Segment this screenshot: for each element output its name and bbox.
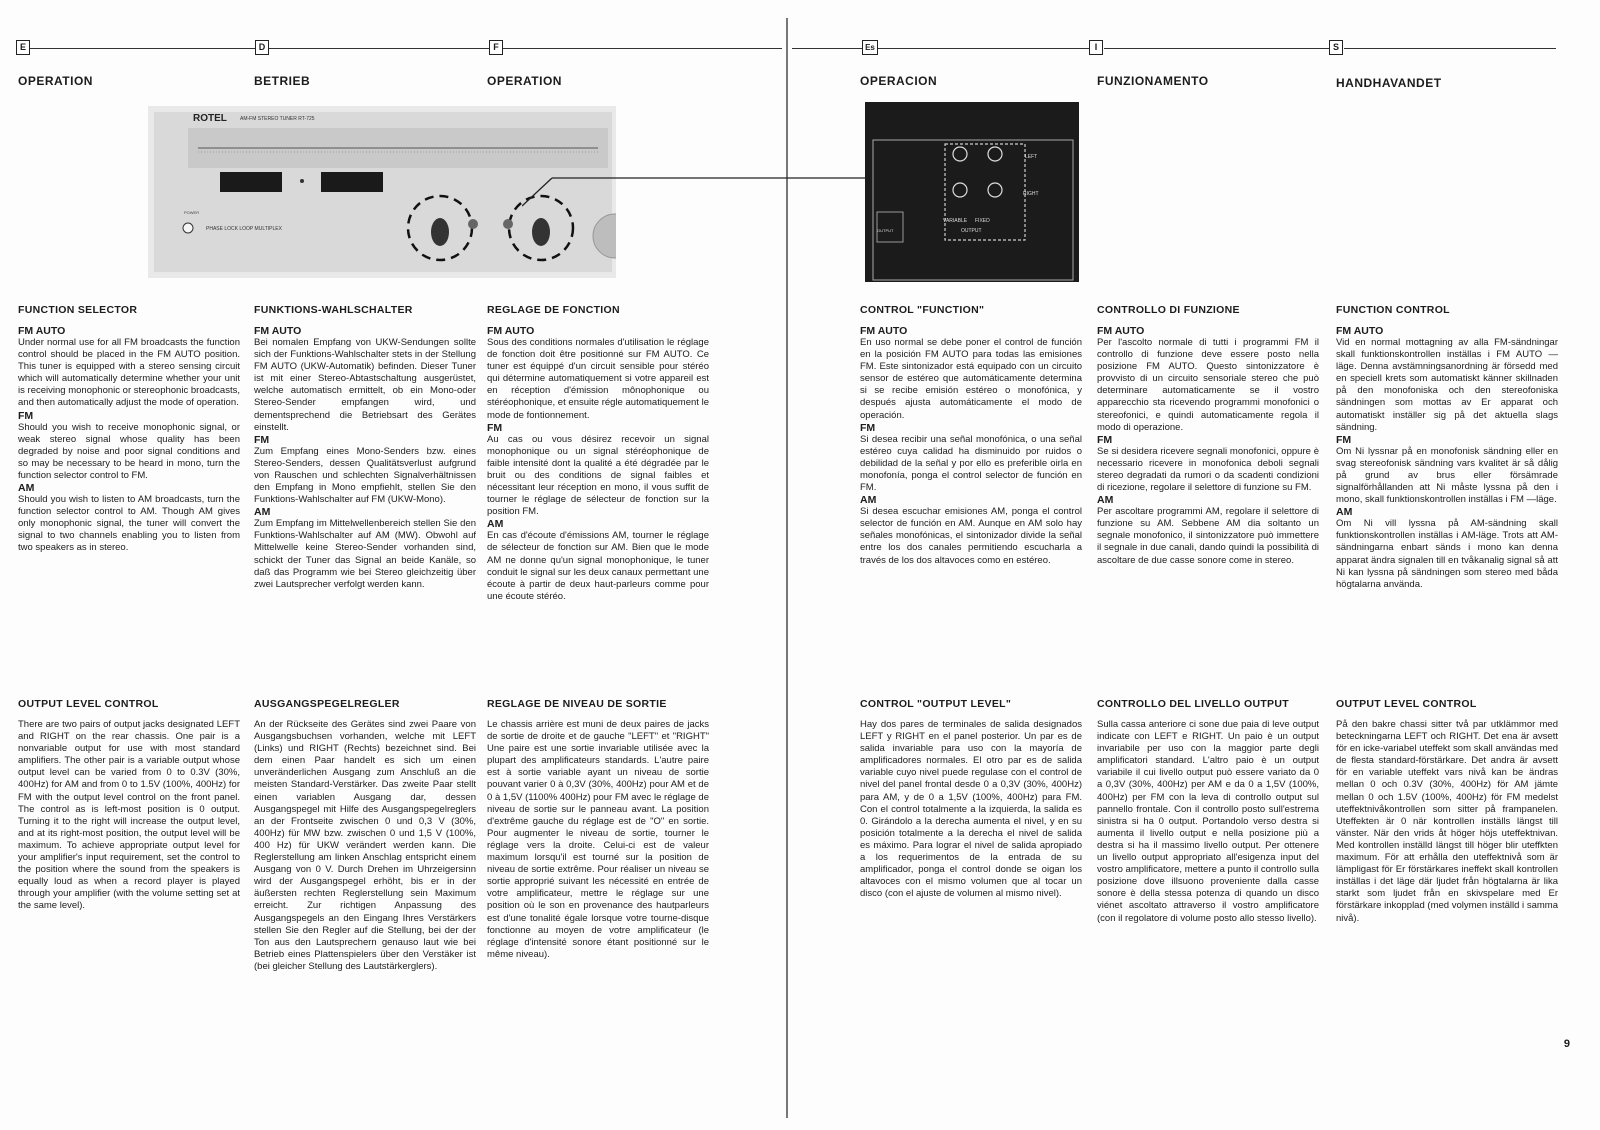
block-text: Should you wish to receive monophonic signal, or weak stereo signal whose quality has been degraded by noise and poor signal conditions and so may be necessary to be heard in mono, turn the function selector control to FM. [18,421,240,481]
section-title: FUNCTION CONTROL [1336,304,1450,316]
function-col-es [860,304,1082,567]
output-label: OUTPUT [961,228,982,234]
power-label: POWER [184,210,200,215]
tuner-rear-panel-photo [865,102,1079,282]
section-title: CONTROL "OUTPUT LEVEL" [860,698,1012,710]
output-col-es [860,698,1082,900]
block-heading: AM [18,482,35,495]
left-jack-label: LEFT [1025,154,1038,160]
section-title: OUTPUT LEVEL CONTROL [1336,698,1477,710]
block-text: Zum Empfang im Mittelwellenbereich stellen Sie den Funktions-Wahlschalter auf AM (MW). Obwohl auf Mittelwelle keine Stereo-Sender vorhanden sind, schickt der Tuner das Signal an beide Kanäle, so daß das Programm wie bei Stereo gleichzeitig über zwei Lautsprecher verfolgt werden kann. [254,518,476,590]
model-label: AM-FM STEREO TUNER RT-725 [240,116,315,122]
block-text: Vid en normal mottagning av alla FM-sändningar skall funktionskontrollen inställas i FM AUTO — läge. Denna avstämningsanordning är försedd med en speciell krets som automatiskt känner skillnaden på den monofoniska och den stereofoniska sändningen som mottas av Er apparat och automatiskt inställer sig på det aktuella slags sändning. [1336,337,1558,433]
block-text: En cas d'écoute d'émissions AM, tourner le réglage de sélecteur de fonction sur AM. Bien que le mode AM ne donne qu'un signal monophonique, le tuner conduit le signal sur les deux canaux permettant une écoute à partir de deux haut-parleurs comme pour une écoute stéréo. [487,530,709,602]
block-text: Om Ni vill lyssna på AM-sändning skall funktionskontrollen inställas i AM-läge. Trots att AM-sändningarna enbart sänds i mono kan denna apparat ändra signalen till en tvåkanalig signal så att Ni kan lyssna på sändningen som stereo med båda högtalarna använda. [1336,518,1558,590]
block-heading: FM AUTO [860,325,908,337]
function-col-it [1097,304,1319,567]
block-heading: FM [18,409,34,422]
header-rule [1344,48,1556,49]
pll-label: PHASE LOCK LOOP MULTIPLEX [206,226,282,232]
block-text: Should you wish to listen to AM broadcasts, turn the function selector control to AM. Though AM gives only monophonic signal, the tuner will convert the signal to two channels enabling you to listen from two speakers as in stereo. [18,494,240,554]
block-text: Sous des conditions normales d'utilisation le réglage de fonction doit être positionné sur FM AUTO. Ce tuner est équippé d'un circuit sensible pour stéréo qui détermine automatiquement si votre appareil est en réception d'émission mônophonique ou stéréophonique, et ensuite régle automatiquement le mode de fontionnement. [487,337,709,421]
fixed-label: FIXED [975,218,990,224]
header-rule [502,48,782,49]
block-heading: FM [487,421,503,434]
header-rule [268,48,490,49]
lang-tag-de: D [255,40,269,55]
section-title: OUTPUT LEVEL CONTROL [18,698,159,710]
lang-tag-en: E [16,40,30,55]
block-heading: FM AUTO [254,325,302,337]
block-heading: FM AUTO [1097,325,1145,337]
block-heading: AM [1097,494,1114,507]
block-heading: AM [487,518,504,531]
block-text: Per ascoltare programmi AM, regolare il selettore di funzione su AM. Sebbene AM dia soltanto un segnale monofonico, il sintonizzatore può immettere il segnale in due canali, dando quindi la possibilità di ascoltare de due casse sonore come in stereo. [1097,506,1319,566]
section-text: There are two pairs of output jacks designated LEFT and RIGHT on the rear chassis. One pair is a nonvariable output for use with most standard amplifiers. The other pair is a variable output whose output level can be varied from 0 to 0.3V (30%, 400Hz) for AM and from 0 to 1.5V (100%, 400Hz) for FM with the output level control on the front panel. The control as is left-most position is 0 output. Turning it to the right will increase the output level, and at its right-most position, the output level will be maximum. To achieve appropriate output level for your amplifier's input requirement, set the control to the position where the sound from the speakers is equally loud as when a record player is played through your amplifier (with the volume setting set at the same level). [18,719,240,912]
block-heading: AM [254,506,271,519]
section-title: REGLAGE DE FONCTION [487,304,620,316]
output-col-fr [487,698,709,961]
function-col-de [254,304,476,591]
heading-fr: OPERATION [487,74,562,88]
output-col-de [254,698,476,973]
block-text: En uso normal se debe poner el control de función en la posición FM AUTO para todas las emisiones FM. Este sintonizador está equipado con un circuito sensor de estéreo que automáticamente determina si se recibe emisión estéreo o monofónica, y después ajusta automáticamente el modo de operación. [860,337,1082,421]
block-text: Se si desidera ricevere segnali monofonici, oppure è necessario ricevere in monofonica deboli segnali stereo degradati da rumori o da scadenti condizioni di ricezione, regolare il selettore di funzione su FM. [1097,445,1319,494]
block-heading: FM AUTO [1336,325,1384,337]
block-heading: FM [1336,433,1352,446]
section-text: Sulla cassa anteriore ci sone due paia di leve output indicate con LEFT e RIGHT. Un paio è un output invariabile per uso con la maggior parte degli amplificatori standard. L'altro paio è un output variabile il cui livello output può essere variato da 0 a 0,3V (30%, 400Hz) per AM e da 0 a 1,5V (100%, 400Hz) per FM con la leva di controllo output sul pannello frontale. Con il controllo posto sull'estrema sinistra si ha 0 output. Portandolo verso destra si aumenta il livello output e nella posizione più a destra si ha il massimo livello output. Per ottenere un livello output appropriato all'esigenza input del vostro amplificatore, mettere a punto il controllo sulla posizione dove illsuono proveniente dalla casse sonore è della stessa potenza di quando un disco viénet ascoltato attraverso il vostro amplificatore (con il regolatore di volume posto allo stesso livello). [1097,719,1319,924]
section-title: FUNCTION SELECTOR [18,304,138,316]
block-text: Under normal use for all FM broadcasts the function control should be placed in the FM AUTO position. This tuner is equipped with a stereo sensing circuit which will automatically determine whether your unit is receiving monophonic or stereophonic broadcasts, and then automatically adjust the mode of operation. [18,337,240,409]
header-rule [30,48,256,49]
right-jack-label: RIGHT [1023,191,1039,197]
section-title: FUNKTIONS-WAHLSCHALTER [254,304,413,316]
block-text: Om Ni lyssnar på en monofonisk sändning eller en svag stereofonisk sändning vars kvalitet är så dålig på grund av brus eller försämrade signalförhållanden att Ni måste lyssna på den i mono, skall funktionskontrollen inställas i FM —läge. [1336,445,1558,506]
header-rule [1104,48,1330,49]
section-title: CONTROLLO DEL LIVELLO OUTPUT [1097,698,1289,710]
block-text: Si desea escuchar emisiones AM, ponga el control selector de función en AM. Aunque en AM solo hay señales monofónicas, el sintonizador divide la señal entre los dos canales permitiendo escucharla a través de los dos altavoces como en estéreo. [860,506,1082,566]
callout-line [522,170,892,210]
block-heading: FM [254,433,270,446]
block-heading: FM [860,421,876,434]
brand-logo: ROTEL [193,113,227,124]
block-text: Au cas ou vous désirez recevoir un signal monophonique ou un signal stéréophonique de faible intensité dont la qualité a été dégradée par le bruit ou des conditions de signal faibles et nécessitant leur réception en mono, il vous suffit de tourner le réglage de sélecteur de fonction sur la position FM. [487,433,709,518]
output-col-en [18,698,240,913]
block-heading: FM AUTO [487,325,535,337]
page-number: 9 [1563,1038,1570,1050]
section-text: Hay dos pares de terminales de salida designados LEFT y RIGHT en el panel posterior. Un par es de salida invariable para uso con la mayoría de amplificadores normales. El otro par es de salida variable cuyo nivel puede regulase con el control de nivel del panel frontal desde 0 a 0,3V (30%, 400Hz) para AM, y de 0 a 1,5V (100%, 400Hz) para FM. Con el control totalmente a la izquierda, la salida es 0. Girándolo a la derecha aumenta el nivel, y en su posición totalmente a la derecha el nivel de salida es máximo. Para lograr el nivel de salida apropiado a los requerimentos de la entrada de su amplificador, ponga el control donde se oigan los altavoces con el mismo volumen que al tocar un disco (con el ajuste de volumen al mismo nivel). [860,719,1082,900]
block-text: Bei nomalen Empfang von UKW-Sendungen sollte sich der Funktions-Wahlschalter stets in der Stellung FM AUTO (UKW-Automatik) befinden. Dieser Tuner ist mit einer Stereo-Abtastschaltung ausgerüstet, welche automatisch ermittelt, ob ein Mono-oder Stereo-Sender empfangen wird, und dementsprechend die Betriebsart des Gerätes einstellt. [254,337,476,433]
block-heading: AM [1336,506,1353,519]
section-text: Le chassis arrière est muni de deux paires de jacks de sortie de droite et de gauche "LEFT" et "RIGHT" Une paire est une sortie invariable utilisée avec la plupart des amplificateurs standards. L'autre paire est à sortie variable ayant un niveau de sortie pouvant varier 0 à 0,3V (30%, 400Hz) pour AM et de 0 à 1,5V (1100% 400Hz) pour FM avec le réglage de niveau de sortie sur le panneau avant. La position d'extrême gauche du réglage est de "O" en sortie. Pour augmenter le niveau de sortie, tourner le réglage vers la droite. Celui-ci est de valeur maximum lorsqu'il est tourné sur la position de niveau de sortie extrême. Pour réaliser un niveau se sortie approprié suivant les nécessité en entrée de votre amplificateur, mettre le réglage sur une position où le son en provenance des hautparleurs est d'une tonalité égale lorsque votre tourne-disque fonctionne au moyen de votre amplificateur (le réglage d'intensité sonore étant positionné sur le même niveau). [487,719,709,960]
output-col-it [1097,698,1319,925]
header-rule [792,48,864,49]
heading-it: FUNZIONAMENTO [1097,74,1209,88]
heading-sv: HANDHAVANDET [1336,76,1442,90]
heading-en: OPERATION [18,74,93,88]
section-title: AUSGANGSPEGELREGLER [254,698,400,710]
block-text: Zum Empfang eines Mono-Senders bzw. eines Stereo-Senders, dessen Qualitätsverlust aufgrund von Rauschen und schlechten Signalverhältnissen den Empfang in Mono empfiehlt, stellen Sie den Funktions-Wahlschalter auf FM (UKW-Mono). [254,445,476,506]
section-title: CONTROLLO DI FUNZIONE [1097,304,1240,316]
section-title: CONTROL "FUNCTION" [860,304,985,316]
section-title: REGLAGE DE NIVEAU DE SORTIE [487,698,667,710]
lang-tag-es: Es [862,40,878,55]
lang-tag-fr: F [489,40,503,55]
function-col-en [18,304,240,555]
section-text: På den bakre chassi sitter två par utklämmor med beteckningarna LEFT och RIGHT. Det ena är avsett för en icke-variabel uteffekt som skall användas med de flesta standard-förstärkare. Det andra är avsett för en variable uteffekt vars nivå kan be ändras mellan 0 och 0.3V (30%, 400Hz) för AM jämte mellan 0 och 1.5V (100%, 400Hz) för FM medelst uteffektnivåkontrollen som sitter på frampanelen. Uteffekten är 0 när kontrollen inställs längst till vänster. När den vrids åt höger höjs uteffektnivan. Med kontrollen inställd längst till höger blir uteffkten maximum. För att erhålla den uteffektnivå som är lämpligast för Er förstärkares ineffekt skall kontrollen inställas i det läge där ljudet från högtalarna är lika starkt som ljudet från en skivspelare med Er förstärkare inkopplad (med volymen inställd i samma nivå). [1336,719,1558,924]
function-col-fr [487,304,709,603]
heading-es: OPERACION [860,74,938,88]
block-heading: FM [1097,433,1113,446]
block-heading: FM AUTO [18,325,66,337]
output-col-sv [1336,698,1558,925]
lang-tag-sv: S [1329,40,1343,55]
output-small-label: OUTPUT [877,228,894,233]
heading-de: BETRIEB [254,74,311,88]
variable-label: VARIABLE [943,218,968,224]
lang-tag-it: I [1089,40,1103,55]
block-heading: AM [860,494,877,507]
header-rule [878,48,1090,49]
section-text: An der Rückseite des Gerätes sind zwei Paare von Ausgangsbuchsen vorhanden, welche mit LEFT (Links) und RIGHT (Rechts) bezeichnet sind. Bei dem einen Paar handelt es sich um einen unveränderlichen Ausgang zum Anschluß an die meisten Standard-Verstärker. Das zweite Paar stellt einen variablen Ausgang dar, dessen Ausgangspegel mit Hilfe des Ausgangspegelreglers an der Frontseite zwischen 0 und 0,3 V (30%, 400Hz) für MW bzw. zwischen 0 und 1,5 V (100%, 400 Hz) für UKW verändert werden kann. Die Reglerstellung am linken Anschlag entspricht einem Ausgang von 0 V. Durch Drehen im Uhrzeigersinn wird der Ausgangspegel erhöht, bis er in der äußersten rechten Reglerstellung sein Maximum erreicht. Zur richtigen Anpassung des Ausgangspegels an den Eingang Ihres Verstärkers stellen Sie den Regler auf die Stellung, bei der der Ton aus den Lautsprechern genauso laut wie bei Betrieb eines Plattenspielers über den Verstäker ist (bei gleicher Stellung des Lautstärkerglers). [254,719,476,972]
block-text: Per l'ascolto normale di tutti i programmi FM il controllo di funzione deve essere posto nella posizione FM AUTO. Questo sintonizzatore è provvisto di un circuito sensoriale stereo che può determinare automaticamente se il vostro apparecchio sta ricevendo programmi monofonici o stereofonici, e quindi automaticamente regola il modo di operazione. [1097,337,1319,433]
block-text: Si desea recibir una señal monofónica, o una señal estéreo cuya calidad ha disminuido por ruidos o debilidad de la señal y por ello es preferible oirla en monofonía, ponga el control selector de función en FM. [860,433,1082,494]
function-col-sv [1336,304,1558,591]
